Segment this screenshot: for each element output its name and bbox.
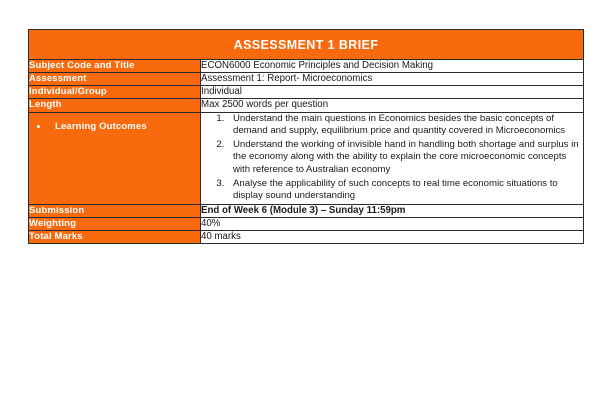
row-label-learning-outcomes-text: Learning Outcomes [55, 120, 147, 132]
row-value-subject-code-and-title: ECON6000 Economic Principles and Decision Making [201, 60, 584, 73]
table-row-subject [29, 60, 584, 73]
row-value-assessment: Assessment 1: Report- Microeconomics [201, 73, 584, 86]
row-value-weighting: 40% [201, 218, 584, 231]
bullet-icon [37, 125, 40, 128]
row-label-subject-code-and-title: Subject Code and Title [29, 60, 201, 73]
learning-outcomes-list [201, 113, 583, 204]
row-label-individual-group: Individual/Group [29, 86, 201, 99]
list-item: 1. Understand the main questions in Economics besides the basic concepts of demand and supply, equilibrium price and quantity covered in Microeconomics [227, 113, 583, 138]
row-label-length: Length [29, 99, 201, 112]
row-label-submission: Submission [29, 205, 201, 218]
row-label-learning-outcomes [29, 121, 200, 132]
list-item: 3. Analyse the applicability of such concepts to real time economic situations to display sound understanding [227, 178, 583, 203]
table-row-total-marks [29, 231, 584, 244]
table-row-learning-outcomes [29, 112, 584, 205]
table-row-submission [29, 205, 584, 218]
table-row-header [29, 30, 584, 60]
row-label-assessment: Assessment [29, 73, 201, 86]
table-row-assessment [29, 73, 584, 86]
row-value-learning-outcomes [201, 112, 584, 205]
list-item: 2. Understand the working of invisible hand in handling both shortage and surplus in the economy along with the ability to explain the core microeconomic concepts with reference to Australian economy [227, 139, 583, 177]
table-row-weighting [29, 218, 584, 231]
row-value-total-marks: 40 marks [201, 231, 584, 244]
row-label-weighting: Weighting [29, 218, 201, 231]
row-value-length: Max 2500 words per question [201, 99, 584, 112]
row-label-learning-outcomes-cell [29, 112, 201, 205]
row-value-individual-group: Individual [201, 86, 584, 99]
table-row-length [29, 99, 584, 112]
assessment-brief-table [28, 29, 584, 244]
assessment-brief-title: ASSESSMENT 1 BRIEF [29, 30, 584, 60]
table-row-individual-group [29, 86, 584, 99]
row-value-submission: End of Week 6 (Module 3) – Sunday 11:59pm [201, 205, 584, 218]
row-label-total-marks: Total Marks [29, 231, 201, 244]
